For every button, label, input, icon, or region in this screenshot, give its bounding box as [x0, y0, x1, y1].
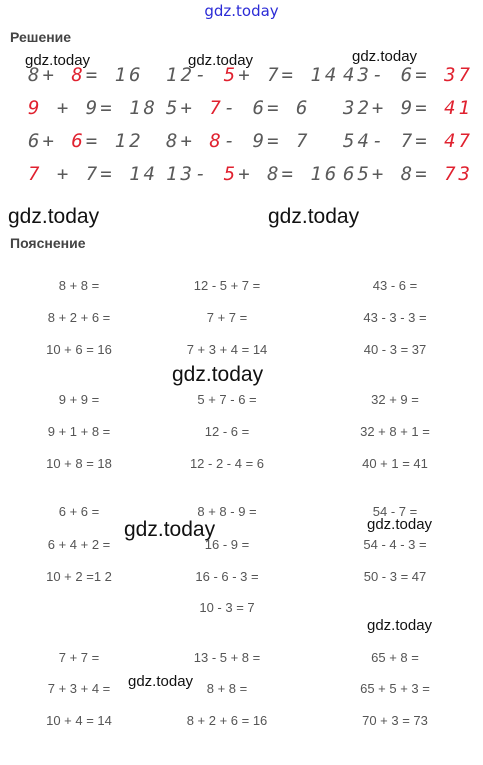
solution-text: 6+: [28, 130, 72, 152]
explanation-line: 6 + 4 + 2 =: [47, 537, 111, 552]
solution-heading: Решение: [10, 29, 72, 45]
solution-equation: [166, 130, 310, 152]
explanation-line: 54 - 7 =: [372, 504, 418, 519]
solution-answer: 8: [209, 130, 224, 152]
solution-text: + 8= 16: [238, 163, 340, 185]
explanation-line: 9 + 9 =: [58, 392, 100, 407]
solution-text: + 7= 14: [238, 64, 340, 86]
solution-equation: [28, 64, 144, 86]
site-brand[interactable]: gdz.today: [204, 2, 279, 20]
solution-equation: [166, 97, 310, 119]
solution-answer: 7: [28, 163, 43, 185]
explanation-heading: Пояснение: [10, 235, 86, 251]
solution-answer: 5: [223, 163, 239, 185]
solution-text: = 12: [85, 130, 144, 152]
solution-answer: 8: [71, 64, 86, 86]
solution-answer: 7: [209, 97, 224, 119]
explanation-line: 10 + 2 =1 2: [46, 569, 112, 584]
solution-text: 43- 6=: [343, 64, 445, 86]
explanation-line: 12 - 5 + 7 =: [193, 278, 261, 293]
solution-answer: 37: [444, 64, 473, 86]
watermark: gdz.today: [352, 48, 418, 65]
explanation-line: 7 + 7 =: [58, 650, 100, 665]
explanation-line: 12 - 6 =: [204, 424, 250, 439]
solution-text: 8+: [28, 64, 72, 86]
explanation-line: 7 + 3 + 4 =: [47, 681, 111, 696]
solution-text: 54- 7=: [343, 130, 445, 152]
solution-equation: [343, 97, 473, 119]
solution-equation: [28, 97, 158, 119]
watermark: gdz.today: [124, 518, 216, 541]
solution-equation: [166, 64, 339, 86]
explanation-line: 40 + 1 = 41: [362, 456, 428, 471]
explanation-line: 6 + 6 =: [58, 504, 100, 519]
watermark: gdz.today: [188, 52, 254, 69]
solution-text: 13-: [166, 163, 224, 185]
explanation-line: 12 - 2 - 4 = 6: [189, 456, 265, 471]
explanation-line: 32 + 9 =: [371, 392, 419, 407]
solution-text: - 6= 6: [223, 97, 311, 119]
solution-text: = 16: [85, 64, 144, 86]
solution-equation: [343, 130, 473, 152]
explanation-line: 70 + 3 = 73: [362, 713, 428, 728]
explanation-line: 65 + 8 =: [371, 650, 419, 665]
solution-text: 8+: [166, 130, 210, 152]
explanation-line: 8 + 8 =: [206, 681, 248, 696]
explanation-line: 7 + 7 =: [206, 310, 248, 325]
explanation-line: 8 + 8 - 9 =: [197, 504, 257, 519]
explanation-line: 8 + 8 =: [58, 278, 100, 293]
solution-answer: 73: [444, 163, 473, 185]
explanation-line: 8 + 2 + 6 =: [47, 310, 111, 325]
solution-equation: [343, 64, 473, 86]
solution-answer: 41: [444, 97, 473, 119]
explanation-line: 65 + 5 + 3 =: [360, 681, 430, 696]
solution-equation: [28, 163, 158, 185]
solution-text: 12-: [166, 64, 224, 86]
watermark: gdz.today: [268, 205, 360, 228]
solution-text: + 7= 14: [42, 163, 158, 185]
solution-answer: 47: [444, 130, 473, 152]
explanation-line: 54 - 4 - 3 =: [363, 537, 427, 552]
solution-equation: [166, 163, 339, 185]
explanation-line: 10 + 6 = 16: [46, 342, 112, 357]
explanation-line: 10 + 8 = 18: [46, 456, 112, 471]
explanation-line: 50 - 3 = 47: [363, 569, 427, 584]
explanation-line: 5 + 7 - 6 =: [197, 392, 257, 407]
explanation-line: 32 + 8 + 1 =: [360, 424, 430, 439]
watermark: gdz.today: [367, 617, 433, 634]
watermark: gdz.today: [367, 516, 433, 533]
solution-text: 32+ 9=: [343, 97, 445, 119]
explanation-line: 40 - 3 = 37: [363, 342, 427, 357]
solution-text: + 9= 18: [42, 97, 158, 119]
solution-answer: 6: [71, 130, 86, 152]
watermark: gdz.today: [8, 205, 100, 228]
solution-equation: [343, 163, 473, 185]
explanation-line: 7 + 3 + 4 = 14: [186, 342, 268, 357]
explanation-line: 16 - 6 - 3 =: [195, 569, 259, 584]
watermark: gdz.today: [172, 363, 264, 386]
solution-text: 65+ 8=: [343, 163, 445, 185]
watermark: gdz.today: [25, 52, 91, 69]
solution-answer: 5: [223, 64, 239, 86]
solution-equation: [28, 130, 144, 152]
solution-text: - 9= 7: [223, 130, 311, 152]
explanation-line: 43 - 6 =: [372, 278, 418, 293]
solution-answer: 9: [28, 97, 43, 119]
watermark: gdz.today: [128, 673, 194, 690]
explanation-line: 10 + 4 = 14: [46, 713, 112, 728]
explanation-line: 9 + 1 + 8 =: [47, 424, 111, 439]
explanation-line: 43 - 3 - 3 =: [363, 310, 427, 325]
explanation-line: 10 - 3 = 7: [199, 600, 255, 615]
explanation-line: 8 + 2 + 6 = 16: [186, 713, 268, 728]
solution-text: 5+: [166, 97, 210, 119]
explanation-line: 16 - 9 =: [204, 537, 250, 552]
explanation-line: 13 - 5 + 8 =: [193, 650, 261, 665]
